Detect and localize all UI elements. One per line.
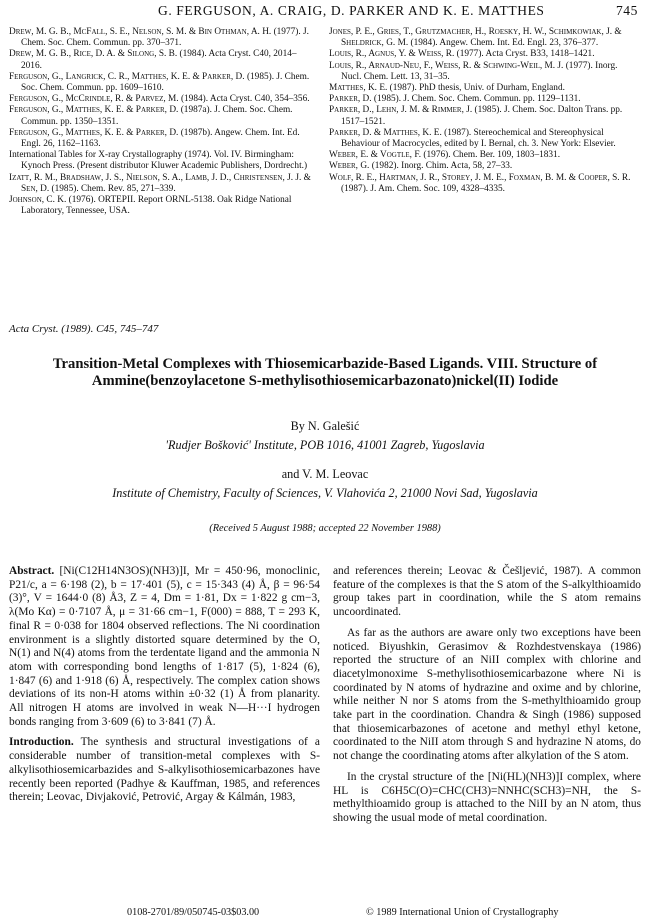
- reference-item: [9, 195, 316, 217]
- reference-authors: Weber, E. & Vogtle, F.: [329, 150, 422, 161]
- reference-authors: Louis, R., Agnus, Y. & Weiss, R.: [329, 49, 455, 60]
- reference-details: (1987b). Angew. Chem. Int. Ed. Engl. 26, 1162–1163.: [21, 127, 300, 150]
- abstract-label: Abstract.: [9, 565, 55, 577]
- reference-authors: Ferguson, G., Matthes, K. E. & Parker, D.: [9, 127, 179, 138]
- reference-authors: Weber, G.: [329, 161, 370, 172]
- abstract-text: [Ni(C12H14N3OS)(NH3)]I, Mr = 450·96, monoclinic, P21/c, a = 6·198 (2), b = 17·401 (5), c = 15·343 (4) Å, β = 96·54 (3)°, V = 1644·0 (8) Å3, Z = 4, Dm = 1·81, Dx = 1·822 g cm−3, λ(Mo Kα) = 0·7107 Å, μ = 31·66 cm−1, F(000) = 888, T = 293 K, final R = 0·038 for 1804 observed reflections. The Ni coordination environment is a slightly distorted square determined by the O, N(1) and N(4) atoms from the terdentate ligand and the ammonia N atom with corresponding bond lengths of 1·817 (5), 1·824 (6), 1·847 (6) and 1·918 (6) Å, respectively. The complex cation shows deviations of its non-H atoms within ±0·32 (1) Å from planarity. All nitrogen H atoms are involved in weak N—H···I hydrogen bonds ranging from 3·609 (6) to 3·841 (7) Å.: [9, 565, 320, 728]
- copyright-notice: © 1989 International Union of Crystallography: [366, 907, 559, 918]
- journal-citation: Acta Cryst. (1989). C45, 745–747: [9, 323, 159, 335]
- reference-authors: Izatt, R. M., Bradshaw, J. S., Nielson, S. A., Lamb, J. D., Christensen, J. J. & Sen, D.: [9, 172, 311, 194]
- reference-authors: Ferguson, G., Langrick, C. R., Matthes, K. E. & Parker, D.: [9, 71, 245, 82]
- reference-authors: Louis, R., Arnaud-Neu, F., Weiss, R. & Schwing-Weil, M. J.: [329, 60, 564, 71]
- reference-authors: Ferguson, G., McCrindle, R. & Parvez, M.: [9, 94, 179, 105]
- reference-item: [329, 61, 636, 83]
- reference-details: (1987a). J. Chem. Soc. Chem. Commun. pp. 1350–1351.: [21, 105, 293, 127]
- reference-details: (1985). Chem. Rev. 85, 271–339.: [51, 183, 176, 194]
- reference-item: [329, 49, 636, 60]
- reference-details: (1982). Inorg. Chim. Acta, 58, 27–33.: [371, 161, 513, 172]
- reference-column-right: [329, 27, 636, 195]
- reference-details: (1984). Acta Cryst. C40, 2014–2016.: [21, 49, 297, 71]
- reference-details: (1985). J. Chem. Soc. Chem. Commun. pp. 1129–1131.: [373, 94, 581, 105]
- reference-details: (1984). Angew. Chem. Int. Ed. Engl. 23, 376–377.: [410, 38, 599, 49]
- running-header: [0, 3, 650, 21]
- reference-details: (1976). ORTEPII. Report ORNL-5138. Oak Ridge National Laboratory, Tennessee, USA.: [21, 195, 292, 217]
- abstract: [9, 565, 320, 729]
- reference-details: (1985). J. Chem. Soc. Dalton Trans. pp. 1517–1521.: [341, 105, 623, 127]
- reference-details: (1977). Acta Cryst. B33, 1418–1421.: [456, 49, 595, 60]
- reference-authors: Johnson, C. K.: [9, 195, 67, 206]
- affiliation-2: Institute of Chemistry, Faculty of Sciences, V. Vlahovića 2, 21000 Novi Sad, Yugoslavia: [112, 486, 538, 500]
- introduction: [9, 736, 320, 805]
- reference-column-left: [9, 27, 316, 217]
- reference-item: [9, 173, 316, 195]
- author-2: and V. M. Leovac: [281, 467, 369, 481]
- reference-item: [329, 27, 636, 49]
- reference-details: (1987). J. Am. Chem. Soc. 109, 4328–4335.: [341, 183, 505, 194]
- reference-authors: Parker, D. & Matthes, K. E.: [329, 127, 442, 138]
- reference-item: [329, 161, 636, 172]
- reference-details: (1985). J. Chem. Soc. Chem. Commun. pp. 1609–1610.: [21, 71, 310, 94]
- reference-authors: Drew, M. G. B., Rice, D. A. & Silong, S. B.: [9, 49, 178, 60]
- article-title-line-1: Transition-Metal Complexes with Thiosemicarbazide-Based Ligands. VIII. Structure of: [52, 356, 598, 372]
- body-column-right: [333, 565, 641, 833]
- reference-details: (1987). Stereochemical and Stereophysical Behaviour of Macrocycles, edited by I. Bernal, ch. 3. New York: Elsevier.: [341, 127, 616, 150]
- article-title: [0, 356, 650, 390]
- paragraph-2: As far as the authors are aware only two exceptions have been noticed. Biyushkin, Gerasimov & Rozhdestvenskaya (1986) reported the structure of an NiII complex with chlorine and diacetylmonoxime S-methylisothiosemicarbazone where Ni is coordinated by N atoms of hydrazine and oxime and by chlorine, while neither N nor S atoms from the S-methylthioamido group take part in the coordination. Chandra & Singh (1986) supposed that thiosemicarbazones of acetone and methyl ethyl ketone, coordinated to the NiII atom through S and hydrazine N atoms, do not change the coordinating atoms after alkylation of the S atom.: [333, 626, 641, 763]
- issn-code: 0108-2701/89/050745-03$03.00: [127, 907, 260, 918]
- reference-details: (1977). Inorg. Nucl. Chem. Lett. 13, 31–35.: [341, 60, 618, 82]
- reference-item: [329, 83, 636, 94]
- reference-item: [9, 128, 316, 150]
- reference-authors: Parker, D., Lehn, J. M. & Rimmer, J.: [329, 105, 473, 116]
- reference-item: [9, 105, 316, 127]
- affiliation-1: 'Rudjer Bošković' Institute, POB 1016, 41001 Zagreb, Yugoslavia: [165, 438, 485, 452]
- paragraph-1: and references therein; Leovac & Češljević, 1987). A common feature of the complexes is that the S atom of the S-alkylthioamido group takes part in coordination, while the S atom remains uncoordinated.: [333, 565, 641, 619]
- reference-item: [329, 173, 636, 195]
- author-1: By N. Galešić: [290, 419, 360, 433]
- reference-item: [9, 49, 316, 71]
- reference-details: (1987). PhD thesis, Univ. of Durham, England.: [389, 83, 565, 94]
- running-header-title: G. FERGUSON, A. CRAIG, D. PARKER AND K. E. MATTHES: [158, 3, 545, 18]
- introduction-text: The synthesis and structural investigations of a considerable number of transition-metal complexes with S-alkylisothiosemicarbazides and S-alkylisothiosemicarbazones have recently been reported (Padhye & Kauffman, 1985, and references therein; Leovac, Divjaković, Petrović, Argay & Kálmán, 1983,: [9, 736, 320, 804]
- body-column-left: [9, 565, 320, 812]
- introduction-label: Introduction.: [9, 736, 74, 749]
- reference-item: [9, 72, 316, 94]
- reference-item: [329, 94, 636, 105]
- reference-item: [9, 150, 316, 172]
- article-title-line-2: Ammine(benzoylacetone S-methylisothiosemicarbazonato)nickel(II) Iodide: [91, 373, 559, 389]
- reference-authors: Ferguson, G., Matthes, K. E. & Parker, D.: [9, 105, 179, 116]
- reference-item: [329, 105, 636, 127]
- received-dates: (Received 5 August 1988; accepted 22 November 1988): [209, 523, 441, 534]
- reference-details: (1976). Chem. Ber. 109, 1803–1831.: [423, 150, 561, 161]
- reference-details: (1977). J. Chem. Soc. Chem. Commun. pp. 370–371.: [21, 27, 309, 49]
- reference-details: International Tables for X-ray Crystallography (1974). Vol. IV. Birmingham: Kynoch Press. (Present distributor Kluwer Academic Publishers, Dordrecht.): [9, 150, 308, 172]
- reference-authors: Matthes, K. E.: [329, 83, 388, 94]
- reference-item: [329, 150, 636, 161]
- reference-authors: Jones, P. E., Gries, T., Grutzmacher, H., Roesky, H. W., Schimkowiak, J. & Sheldrick, G. M.: [329, 27, 622, 49]
- reference-authors: Wolf, R. E., Hartman, J. R., Storey, J. M. E., Foxman, B. M. & Cooper, S. R.: [329, 172, 631, 183]
- reference-item: [329, 128, 636, 150]
- page-number: 745: [615, 3, 638, 18]
- reference-authors: Drew, M. G. B., McFall, S. E., Nelson, S. M. & Bin Othman, A. H.: [9, 27, 272, 37]
- reference-authors: Parker, D.: [329, 94, 372, 105]
- reference-details: (1984). Acta Cryst. C40, 354–356.: [180, 94, 310, 105]
- reference-item: [9, 94, 316, 105]
- paragraph-3: In the crystal structure of the [Ni(HL)(NH3)]I complex, where HL is C6H5C(O)=CHC(CH3)=NNHC(SCH3)=NH, the S-methylthioamido group is attached to the NiII by an N atom, thus showing the usual mode of metal coordination.: [333, 770, 641, 824]
- reference-item: [9, 27, 316, 49]
